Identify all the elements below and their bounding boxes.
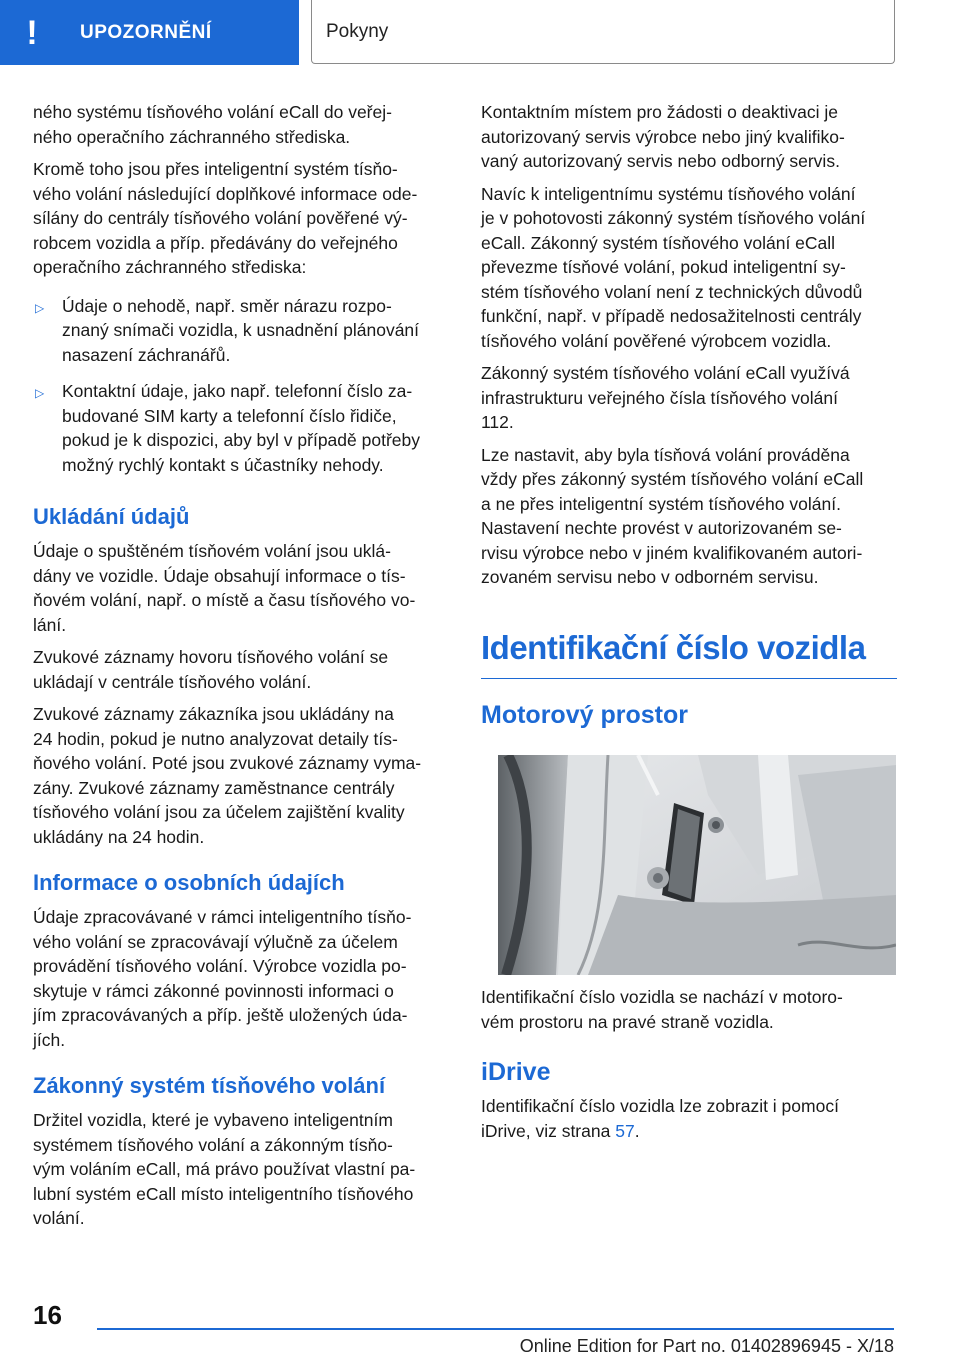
warning-label: UPOZORNĚNÍ xyxy=(80,21,212,43)
paragraph: Zvukové záznamy zákazníka jsou ukládány na 24 hodin, pokud je nutno analyzovat detaily tís- ňového volání. Poté jsou zvukové záznamy vyma- zány. Zvukové záznamy zaměstnance centrály tísňového volání jsou za účelem zajištění kvality ukládány na 24 hodin. xyxy=(33,704,422,847)
list-item: ▷ Údaje o nehodě, např. směr nárazu rozpo- znaný snímači vozidla, k usnadnění plánování nasazení záchranářů. xyxy=(35,295,420,365)
heading-engine-bay: Motorový prostor xyxy=(481,700,688,729)
paragraph: Kromě toho jsou přes inteligentní systém tísňo- vého volání následující doplňkové informace ode- sílány do centrály tísňového volání pověřené vý- robcem vozidla a příp. předávány do veřejného operačního záchranného střediska: xyxy=(33,159,418,277)
heading-storage: Ukládání údajů xyxy=(33,504,190,529)
left-column xyxy=(33,100,451,1239)
triangle-bullet-icon: ▷ xyxy=(35,386,45,400)
bullet-list xyxy=(33,294,451,478)
paragraph: Identifikační číslo vozidla lze zobrazit i pomocí iDrive, viz strana 57. xyxy=(481,1096,839,1141)
paragraph: Údaje o spuštěném tísňovém volání jsou uklá- dány ve vozidle. Údaje obsahují informace o tís- ňovém volání, např. o místě a času tísňového vo- lání. xyxy=(33,541,416,635)
triangle-bullet-icon: ▷ xyxy=(35,300,45,315)
paragraph: Zvukové záznamy hovoru tísňového volání se ukládají v centrále tísňového volání. xyxy=(33,647,389,692)
right-column xyxy=(481,100,897,737)
heading-legal-ecall: Zákonný systém tísňového volání xyxy=(33,1073,386,1098)
heading-idrive: iDrive xyxy=(481,1058,551,1086)
page-link[interactable]: 57 xyxy=(615,1120,635,1141)
section-label: Pokyny xyxy=(326,20,389,42)
warning-tab xyxy=(0,0,299,65)
paragraph: Navíc k inteligentnímu systému tísňového volání je v pohotovosti zákonný systém tísňového volání eCall. Zákonný systém tísňového volání eCall převezme tísňové volání, pokud inteligentní sy- stém tísňového volaní není z technických důvodů funkční, např. v případě nedosažitelnosti centrály tísňového volání pověřené výrobcem vozidla. xyxy=(481,183,866,351)
paragraph: ného systému tísňového volání eCall do veřej- ného operačního záchranného střediska. xyxy=(33,102,392,147)
heading-vin: Identifikační číslo vozidla xyxy=(481,628,897,679)
heading-personal-data: Informace o osobních údajích xyxy=(33,870,345,895)
paragraph: Údaje zpracovávané v rámci inteligentního tísňo- vého volání se zpracovávají výlučně za účelem provádění tísňového volání. Výrobce vozidla po- skytuje v rámci zákonné povinnosti informaci o jím zpracovávaných a příp. ještě uložených úda- jích. xyxy=(33,907,412,1050)
exclamation-icon: ! xyxy=(26,13,38,52)
list-item: ▷ Kontaktní údaje, jako např. telefonní číslo za- budované SIM karty a telefonní číslo řidiče, pokud je k dispozici, aby byl v případě potřeby možný rychlý kontakt s účastníky nehody. xyxy=(35,381,420,475)
section-header xyxy=(311,0,895,64)
right-column-lower xyxy=(481,985,897,1151)
paragraph: Držitel vozidla, které je vybaveno inteligentním systémem tísňového volání a zákonným tísňo- vým voláním eCall, má právo používat vlastní pa- lubní systém eCall místo inteligentního tísňového volání. xyxy=(33,1110,416,1228)
paragraph: Zákonný systém tísňového volání eCall využívá infrastrukturu veřejného čísla tísňového volání 112. xyxy=(481,363,850,432)
engine-bay-photo xyxy=(498,755,896,975)
footer-edition: Online Edition for Part no. 01402896945 - X/18 xyxy=(519,1336,894,1356)
paragraph: Kontaktním místem pro žádosti o deaktivaci je autorizovaný servis výrobce nebo jiný kvalifiko- vaný autorizovaný servis nebo odborný servis. xyxy=(481,102,845,171)
paragraph: Identifikační číslo vozidla se nachází v motoro- vém prostoru na pravé straně vozidla. xyxy=(481,987,843,1032)
paragraph: Lze nastavit, aby byla tísňová volání prováděna vždy přes zákonný systém tísňového volání eCall a ne přes inteligentní systém tísňového volání. Nastavení nechte provést v autorizovaném se- rvisu výrobce nebo v jiném kvalifikovaném autori- zovaném servisu nebo v odborném servisu. xyxy=(481,444,864,587)
page-number: 16 xyxy=(33,1300,62,1330)
footer-divider xyxy=(97,1328,894,1330)
